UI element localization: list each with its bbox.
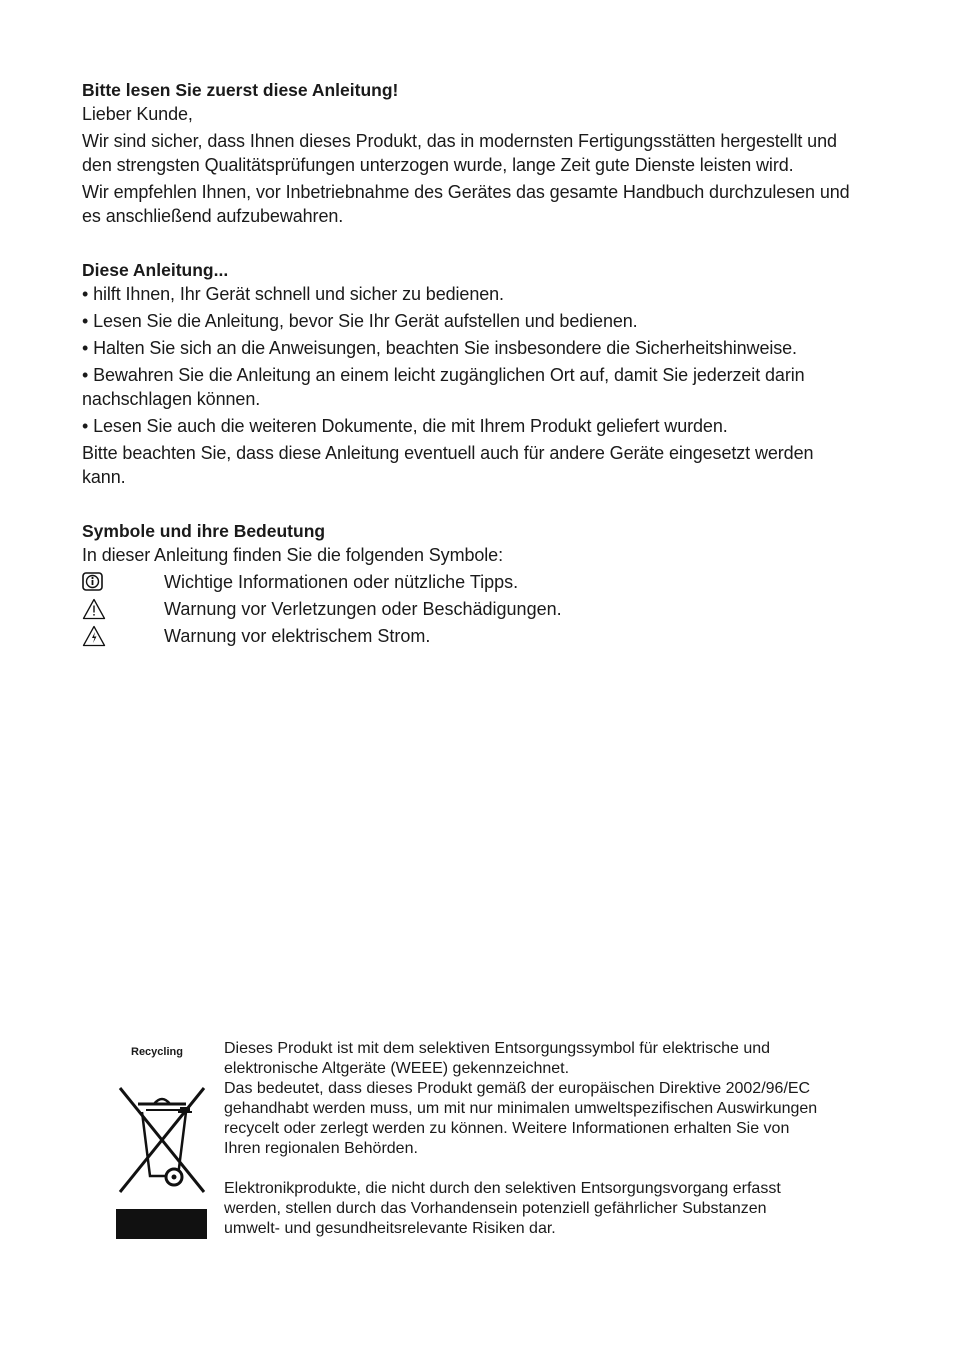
recycling-paragraph-2: Das bedeutet, dass dieses Produkt gemäß der europäischen Direktive 2002/96/EC gehandhabt werden muss, um mit nur minimalen umweltspezifischen Auswirkungen recycelt oder zerlegt werden zu können. Weitere Informationen erhalten Sie von Ihren regionalen Behörden.	[224, 1080, 818, 1157]
manual-heading: Diese Anleitung...	[82, 260, 229, 280]
manual-bullet: • Lesen Sie die Anleitung, bevor Sie Ihr Gerät aufstellen und bedienen.	[82, 311, 638, 331]
manual-bullet: • Bewahren Sie die Anleitung an einem leicht zugänglichen Ort auf, damit Sie jederzeit darin nachschlagen können.	[82, 365, 805, 409]
weee-black-bar	[116, 1209, 207, 1239]
symbol-row-electric	[82, 624, 852, 651]
symbols-heading: Symbole und ihre Bedeutung	[82, 521, 326, 541]
symbol-text: Warnung vor elektrischem Strom.	[164, 626, 431, 646]
manual-bullet: • Lesen Sie auch die weiteren Dokumente, die mit Ihrem Produkt geliefert wurden.	[82, 416, 728, 436]
electric-warning-icon	[82, 624, 164, 648]
document-page	[82, 78, 852, 651]
intro-greeting: Lieber Kunde,	[82, 104, 193, 124]
symbol-text: Warnung vor Verletzungen oder Beschädigungen.	[164, 599, 562, 619]
intro-paragraph-1: Wir sind sicher, dass Ihnen dieses Produkt, das in modernsten Fertigungsstätten hergestellt und den strengsten Qualitätsprüfungen unterzogen wurde, lange Zeit gute Dienste leisten wird.	[82, 131, 837, 175]
recycling-paragraph-3: Elektronikprodukte, die nicht durch den selektiven Entsorgungsvorgang erfasst werden, stellen durch das Vorhandensein potenziell gefährlicher Substanzen umwelt- und gesundheitsrelevante Risiken dar.	[224, 1180, 781, 1237]
symbol-text: Wichtige Informationen oder nützliche Tipps.	[164, 572, 519, 592]
intro-heading: Bitte lesen Sie zuerst diese Anleitung!	[82, 80, 399, 100]
manual-note: Bitte beachten Sie, dass diese Anleitung eventuell auch für andere Geräte eingesetzt werden kann.	[82, 443, 814, 487]
manual-bullet: • hilft Ihnen, Ihr Gerät schnell und sicher zu bedienen.	[82, 284, 504, 304]
recycling-text	[224, 1039, 824, 1239]
symbol-row-info	[82, 570, 852, 597]
recycling-label: Recycling	[131, 1046, 183, 1058]
intro-paragraph-2: Wir empfehlen Ihnen, vor Inbetriebnahme des Gerätes das gesamte Handbuch durchzulesen und es anschließend aufzubewahren.	[82, 182, 850, 226]
recycling-paragraph-1: Dieses Produkt ist mit dem selektiven Entsorgungssymbol für elektrische und elektronische Altgeräte (WEEE) gekennzeichnet.	[224, 1040, 771, 1077]
manual-bullet: • Halten Sie sich an die Anweisungen, beachten Sie insbesondere die Sicherheitshinweise.	[82, 338, 797, 358]
info-icon	[82, 570, 164, 594]
warning-icon	[82, 597, 164, 621]
symbol-row-warning	[82, 597, 852, 624]
weee-crossed-bin-icon	[116, 1082, 208, 1196]
symbols-intro: In dieser Anleitung finden Sie die folgenden Symbole:	[82, 545, 503, 565]
